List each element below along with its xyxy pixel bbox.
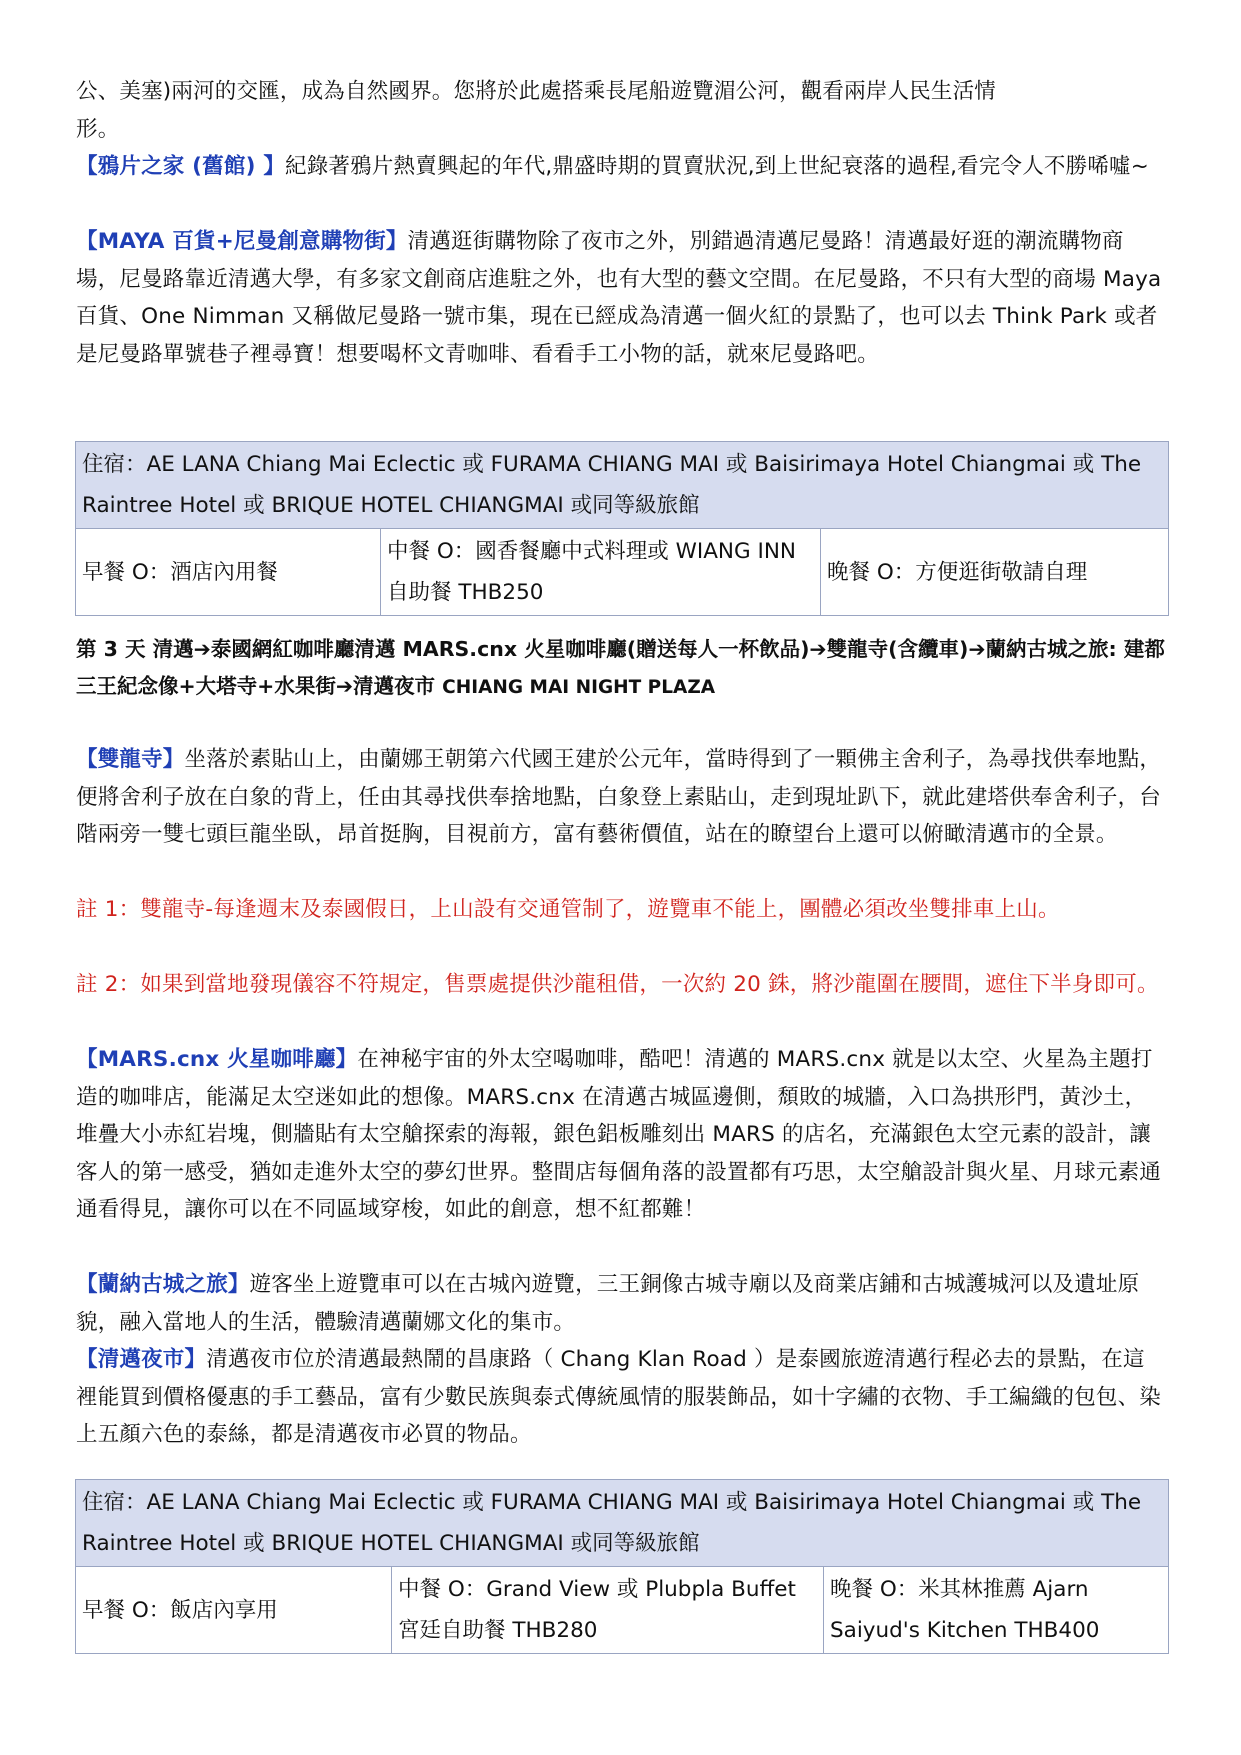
mars-cafe-heading: 【MARS.cnx 火星咖啡廳】 bbox=[76, 1047, 358, 1072]
lodging-cell: 住宿：AE LANA Chiang Mai Eclectic 或 FURAMA CHIANG MAI 或 Baisirimaya Hotel Chiangmai 或 The Raintree Hotel 或 BRIQUE HOTEL CHIANGMAI 或同等級旅館 bbox=[76, 442, 1169, 529]
day3-title bbox=[76, 631, 1166, 706]
note-2: 註 2：如果到當地發現儀容不符規定，售票處提供沙龍租借，一次約 20 銖，將沙龍圍在腰間，遮住下半身即可。 bbox=[76, 972, 1159, 997]
day3-title-night-plaza: CHIANG MAI NIGHT PLAZA bbox=[442, 677, 716, 698]
dinner-cell: 晚餐 O：米其林推薦 Ajarn Saiyud's Kitchen THB400 bbox=[824, 1567, 1169, 1654]
night-market-heading: 【清邁夜市】 bbox=[76, 1347, 207, 1372]
maya-heading: 【MAYA 百貨+尼曼創意購物街】 bbox=[76, 229, 408, 254]
lunch-cell: 中餐 O：國香餐廳中式料理或 WIANG INN 自助餐 THB250 bbox=[381, 529, 821, 616]
dinner-cell: 晚餐 O：方便逛街敬請自理 bbox=[821, 529, 1169, 616]
doi-suthep-text: 坐落於素貼山上，由蘭娜王朝第六代國王建於公元年，當時得到了一顆佛主舍利子，為尋找供奉地點，便將舍利子放在白象的背上，任由其尋找供奉捨地點，白象登上素貼山，走到現址趴下，就此建塔供奉舍利子，台階兩旁一雙七頭巨龍坐臥，昂首挺胸，目視前方，富有藝術價值，站在的瞭望台上還可以俯瞰清邁市的全景。 bbox=[76, 747, 1162, 847]
intro-line-1: 公、美塞)兩河的交匯，成為自然國界。您將於此處搭乘長尾船遊覽湄公河，觀看兩岸人民生活情 bbox=[76, 79, 996, 104]
breakfast-cell: 早餐 O：飯店內享用 bbox=[76, 1567, 392, 1654]
maya-text: 清邁逛街購物除了夜市之外，別錯過清邁尼曼路！清邁最好逛的潮流購物商場，尼曼路靠近清邁大學，有多家文創商店進駐之外，也有大型的藝文空間。在尼曼路，不只有大型的商場 Maya 百貨、One Nimman 又稱做尼曼路一號市集，現在已經成為清邁一個火紅的景點了，也可以去 Think Park 或者是尼曼路單號巷子裡尋寶！想要喝杯文青咖啡、看看手工小物的話，就來尼曼路吧。 bbox=[76, 229, 1162, 367]
intro-paragraph bbox=[76, 73, 1166, 148]
lunch-cell: 中餐 O：Grand View 或 Plubpla Buffet 宮廷自助餐 THB280 bbox=[392, 1567, 824, 1654]
breakfast-cell: 早餐 O：酒店內用餐 bbox=[76, 529, 381, 616]
intro-line-2: 形。 bbox=[76, 116, 120, 142]
night-market-paragraph bbox=[76, 1341, 1166, 1454]
maya-paragraph bbox=[76, 223, 1166, 373]
note-1: 註 1：雙龍寺-每逢週末及泰國假日，上山設有交通管制了，遊覽車不能上，團體必須改坐雙排車上山。 bbox=[76, 897, 1060, 922]
lanna-old-city-text: 遊客坐上遊覽車可以在古城內遊覽，三王銅像古城寺廟以及商業店鋪和古城護城河以及遺址原貌，融入當地人的生活，體驗清邁蘭娜文化的集市。 bbox=[76, 1272, 1140, 1335]
mars-cafe-paragraph bbox=[76, 1041, 1166, 1229]
opium-house-paragraph bbox=[76, 148, 1166, 186]
mars-cafe-text: 在神秘宇宙的外太空喝咖啡，酷吧！清邁的 MARS.cnx 就是以太空、火星為主題打造的咖啡店，能滿足太空迷如此的想像。MARS.cnx 在清邁古城區邊側，頹敗的城牆，入口為拱形門，黃沙土，堆疊大小赤紅岩塊，側牆貼有太空艙探索的海報，銀色鋁板雕刻出 MARS 的店名，充滿銀色太空元素的設計，讓客人的第一感受，猶如走進外太空的夢幻世界。整間店每個角落的設置都有巧思，太空艙設計與火星、月球元素通通看得見，讓你可以在不同區域穿梭，如此的創意，想不紅都難！ bbox=[76, 1047, 1162, 1222]
lanna-old-city-paragraph bbox=[76, 1266, 1166, 1341]
doi-suthep-paragraph bbox=[76, 741, 1166, 854]
day3-title-main: 第 3 天 清邁➔泰國網紅咖啡廳清邁 MARS.cnx 火星咖啡廳(贈送每人一杯飲品)➔雙龍寺(含纜車)➔蘭納古城之旅: 建都三王紀念像+大塔寺+水果街➔清邁夜市 bbox=[76, 637, 1165, 698]
night-market-text: 清邁夜市位於清邁最熱鬧的昌康路（ Chang Klan Road ）是泰國旅遊清邁行程必去的景點，在這裡能買到價格優惠的手工藝品，富有少數民族與泰式傳統風情的服裝飾品，如十字繡的衣物、手工編織的包包、染上五顏六色的泰絲，都是清邁夜市必買的物品。 bbox=[76, 1347, 1162, 1447]
day2-accommodation-table bbox=[75, 441, 1169, 616]
doi-suthep-heading: 【雙龍寺】 bbox=[76, 747, 185, 772]
opium-house-text: 紀錄著鴉片熱賣興起的年代,鼎盛時期的買賣狀況,到上世紀衰落的過程,看完令人不勝唏噓~ bbox=[285, 154, 1149, 179]
opium-house-heading: 【鴉片之家 (舊館) 】 bbox=[76, 154, 286, 179]
lanna-old-city-heading: 【蘭納古城之旅】 bbox=[76, 1272, 250, 1297]
day3-accommodation-table bbox=[75, 1479, 1169, 1654]
lodging-cell: 住宿：AE LANA Chiang Mai Eclectic 或 FURAMA CHIANG MAI 或 Baisirimaya Hotel Chiangmai 或 The Raintree Hotel 或 BRIQUE HOTEL CHIANGMAI 或同等級旅館 bbox=[76, 1480, 1169, 1567]
